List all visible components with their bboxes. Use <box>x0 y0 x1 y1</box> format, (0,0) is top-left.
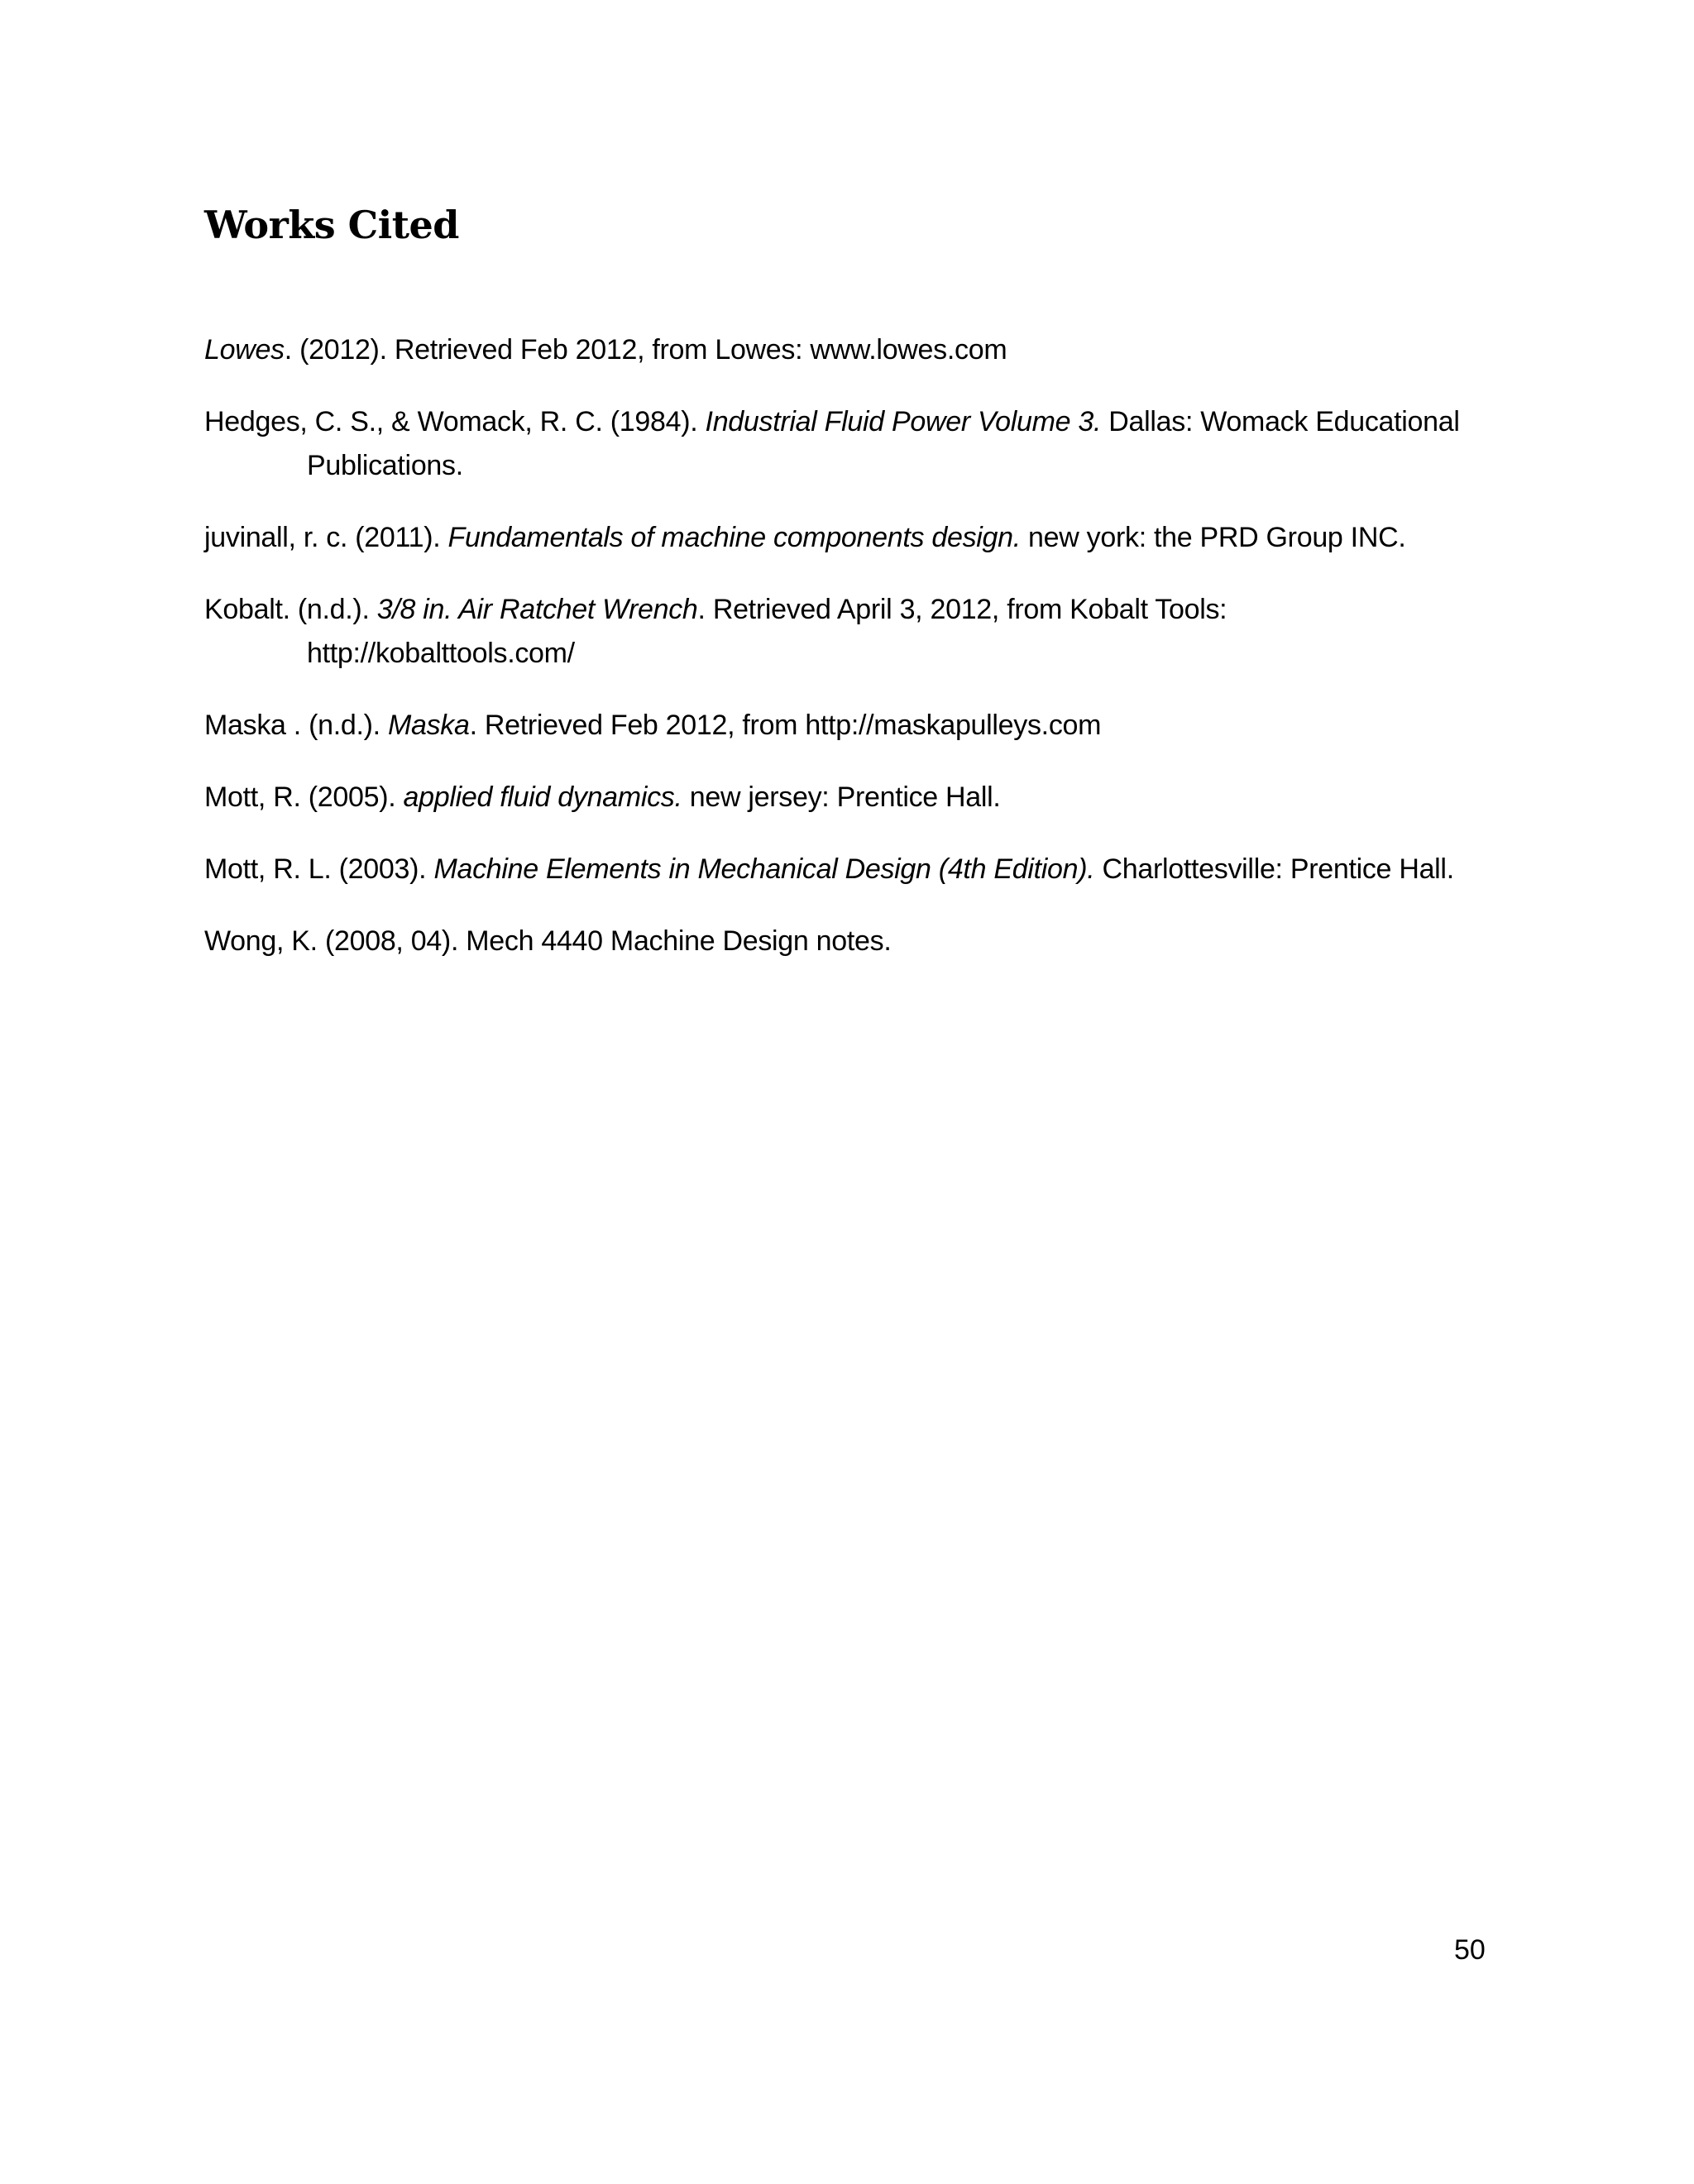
citation-details: Dallas: Womack Educational Publications. <box>307 406 1460 481</box>
citation-title: Lowes <box>204 334 285 366</box>
citation-maska <box>204 704 1495 748</box>
page-number: 50 <box>1454 1934 1486 1966</box>
citation-author: Mott, R. (2005). <box>204 781 404 813</box>
citation-details: . (2012). Retrieved Feb 2012, from Lowes: www.lowes.com <box>284 334 1007 366</box>
citation-lowes <box>204 328 1495 372</box>
citation-author: Wong, K. (2008, 04). Mech 4440 Machine Design notes. <box>204 925 892 957</box>
citation-title: Fundamentals of machine components design. <box>447 522 1021 553</box>
works-cited-list <box>204 328 1495 992</box>
citation-title: applied fluid dynamics. <box>403 781 682 813</box>
citation-author: juvinall, r. c. (2011). <box>204 522 448 553</box>
citation-mott-2003 <box>204 848 1495 891</box>
citation-juvinall <box>204 516 1495 560</box>
citation-details: new jersey: Prentice Hall. <box>682 781 1001 813</box>
citation-author: Kobalt. (n.d.). <box>204 594 377 625</box>
citation-author: Hedges, C. S., & Womack, R. C. (1984). <box>204 406 706 437</box>
citation-kobalt <box>204 588 1495 676</box>
citation-hedges-womack <box>204 400 1495 488</box>
citation-author: Mott, R. L. (2003). <box>204 853 434 885</box>
citation-title: Machine Elements in Mechanical Design (4th Edition). <box>433 853 1095 885</box>
citation-wong <box>204 920 1495 963</box>
citation-title: Maska <box>387 710 470 741</box>
citation-details: . Retrieved April 3, 2012, from Kobalt Tools: http://kobalttools.com/ <box>307 594 1227 669</box>
citation-author: Maska . (n.d.). <box>204 710 388 741</box>
citation-details: . Retrieved Feb 2012, from http://maskapulleys.com <box>469 710 1102 741</box>
citation-title: 3/8 in. Air Ratchet Wrench <box>376 594 698 625</box>
citation-details: Charlottesville: Prentice Hall. <box>1094 853 1454 885</box>
citation-mott-2005 <box>204 776 1495 820</box>
citation-details: new york: the PRD Group INC. <box>1020 522 1406 553</box>
page-title: Works Cited <box>204 203 459 247</box>
citation-title: Industrial Fluid Power Volume 3. <box>705 406 1102 437</box>
